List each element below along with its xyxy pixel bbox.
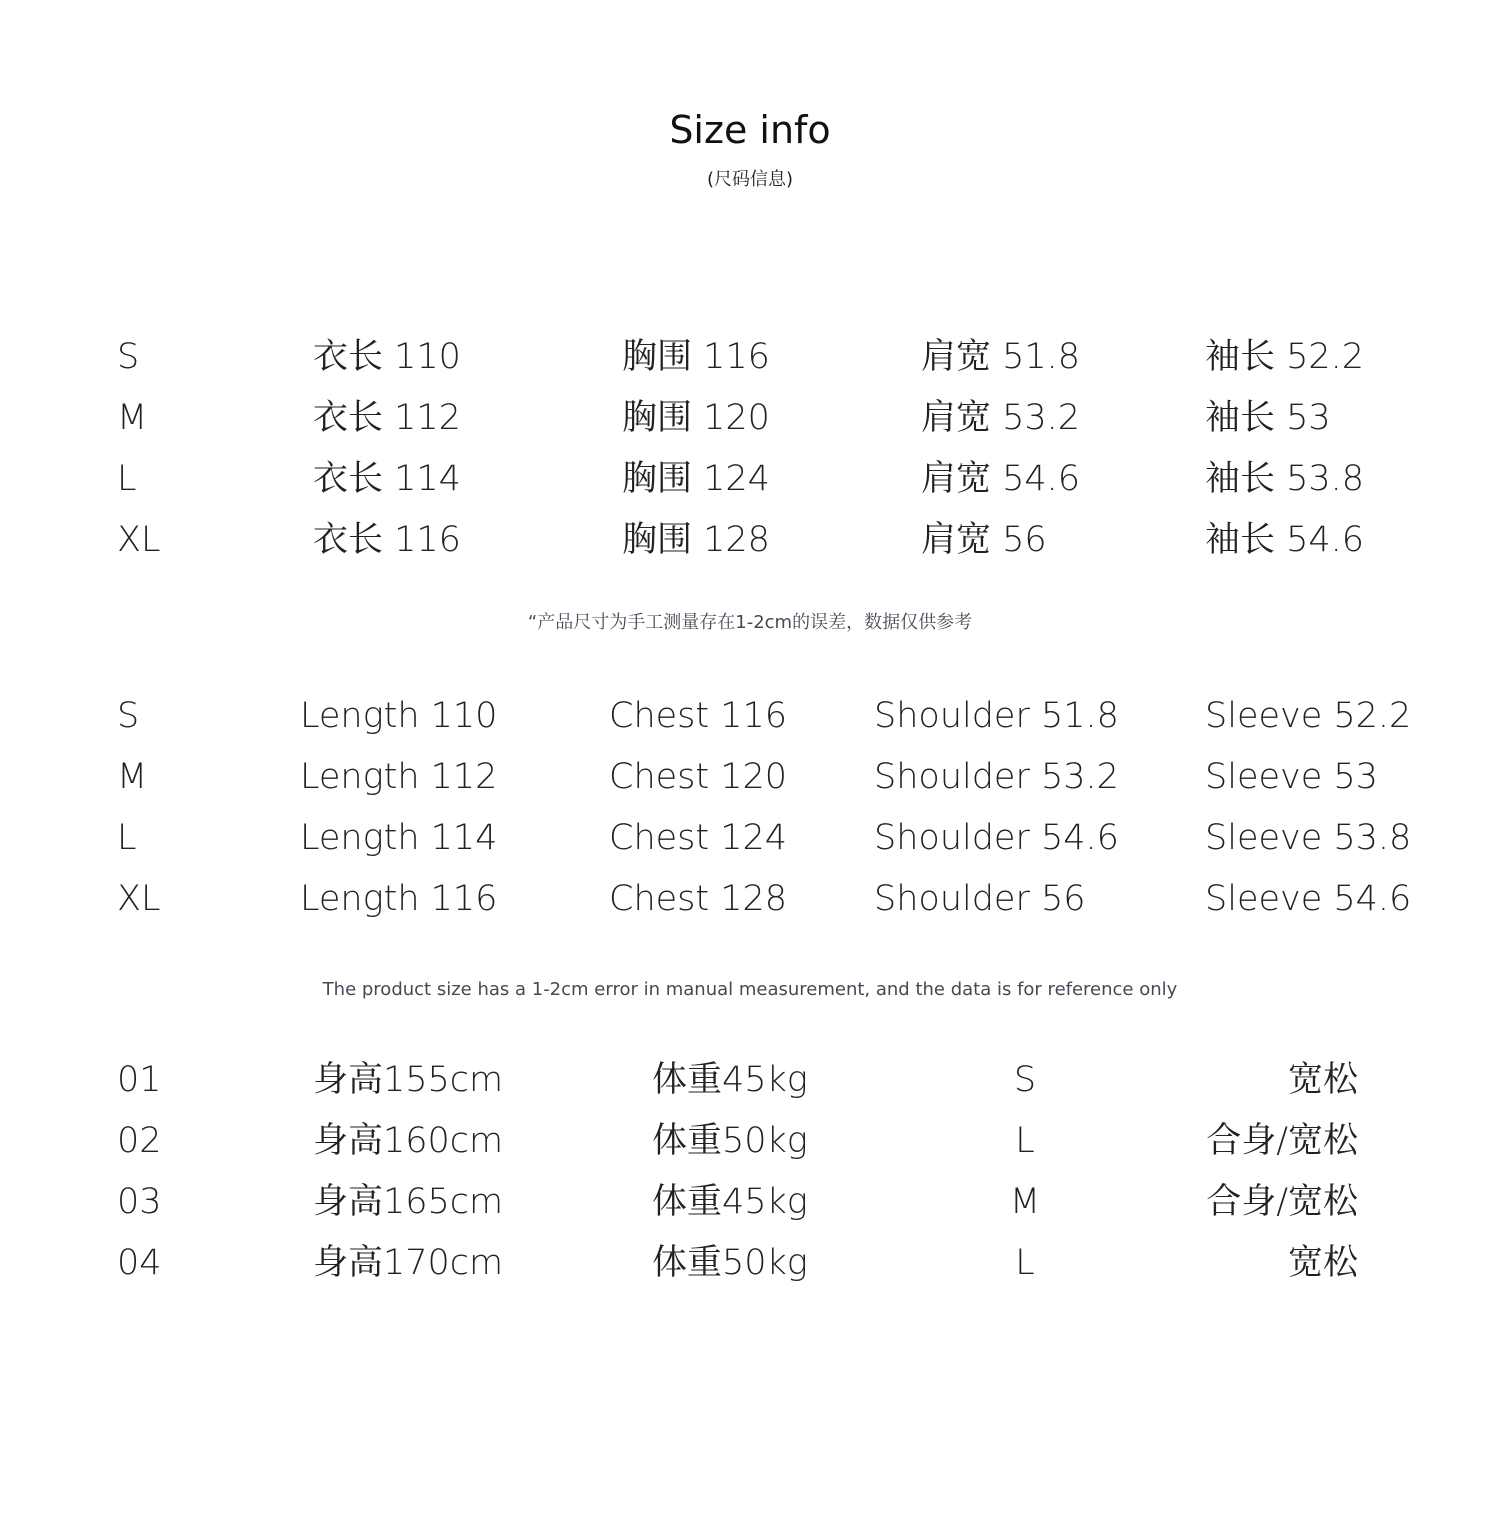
page-title: Size info	[669, 108, 831, 152]
weight-cell: 体重45kg	[652, 1182, 808, 1222]
table-row	[0, 690, 1500, 742]
table-row	[0, 1054, 1500, 1106]
length-cell: Length 116	[300, 879, 498, 919]
size-cell: M	[1009, 1182, 1041, 1222]
table-row	[0, 751, 1500, 803]
sleeve-cell: 袖长 53.8	[1205, 459, 1365, 499]
table-row	[0, 514, 1500, 566]
size-label: XL	[117, 520, 161, 560]
table-row	[0, 392, 1500, 444]
size-label: M	[117, 757, 148, 797]
chest-cell: 胸围 124	[622, 459, 770, 499]
table-row	[0, 812, 1500, 864]
table-row	[0, 453, 1500, 505]
length-cell: 衣长 116	[313, 520, 461, 560]
model-id: 03	[117, 1182, 162, 1222]
model-id: 04	[117, 1243, 162, 1283]
height-cell: 身高155cm	[313, 1060, 504, 1100]
table-row	[0, 873, 1500, 925]
sleeve-cell: 袖长 53	[1205, 398, 1331, 438]
chest-cell: 胸围 128	[622, 520, 770, 560]
shoulder-cell: Shoulder 56	[874, 879, 1086, 919]
size-label: XL	[117, 879, 161, 919]
sleeve-cell: Sleeve 53.8	[1205, 818, 1412, 858]
fit-cell: 合身/宽松	[1206, 1121, 1358, 1161]
weight-cell: 体重45kg	[652, 1060, 808, 1100]
sleeve-cell: Sleeve 54.6	[1205, 879, 1412, 919]
length-cell: Length 114	[300, 818, 498, 858]
sleeve-cell: Sleeve 52.2	[1205, 696, 1412, 736]
table-row	[0, 1115, 1500, 1167]
table-row	[0, 1237, 1500, 1289]
page-subtitle: (尺码信息)	[706, 169, 794, 190]
length-cell: 衣长 114	[313, 459, 461, 499]
chest-cell: 胸围 120	[622, 398, 770, 438]
size-cell: L	[1015, 1243, 1035, 1283]
sleeve-cell: 袖长 54.6	[1205, 520, 1365, 560]
fit-cell: 宽松	[1287, 1243, 1358, 1283]
table-row	[0, 331, 1500, 383]
fit-cell: 合身/宽松	[1206, 1182, 1358, 1222]
sleeve-cell: 袖长 52.2	[1205, 337, 1365, 377]
height-cell: 身高170cm	[313, 1243, 504, 1283]
height-cell: 身高160cm	[313, 1121, 504, 1161]
weight-cell: 体重50kg	[652, 1243, 808, 1283]
en-measurement-note: The product size has a 1-2cm error in manual measurement, and the data is for reference only	[322, 979, 1178, 1000]
cn-measurement-note: “产品尺寸为手工测量存在1-2cm的误差，数据仅供参考	[527, 612, 973, 633]
fit-cell: 宽松	[1287, 1060, 1358, 1100]
size-cell: S	[1013, 1060, 1037, 1100]
shoulder-cell: 肩宽 56	[921, 520, 1047, 560]
shoulder-cell: Shoulder 53.2	[874, 757, 1119, 797]
table-row	[0, 1176, 1500, 1228]
size-label: L	[117, 818, 137, 858]
shoulder-cell: 肩宽 53.2	[921, 398, 1081, 438]
size-label: S	[117, 337, 140, 377]
chest-cell: Chest 124	[609, 818, 788, 858]
chest-cell: 胸围 116	[622, 337, 770, 377]
shoulder-cell: 肩宽 51.8	[921, 337, 1081, 377]
weight-cell: 体重50kg	[652, 1121, 808, 1161]
height-cell: 身高165cm	[313, 1182, 504, 1222]
length-cell: 衣长 110	[313, 337, 461, 377]
model-id: 01	[117, 1060, 162, 1100]
length-cell: Length 110	[300, 696, 498, 736]
size-label: S	[117, 696, 140, 736]
length-cell: Length 112	[300, 757, 498, 797]
length-cell: 衣长 112	[313, 398, 461, 438]
size-label: M	[117, 398, 148, 438]
shoulder-cell: 肩宽 54.6	[921, 459, 1081, 499]
model-id: 02	[117, 1121, 162, 1161]
shoulder-cell: Shoulder 51.8	[874, 696, 1119, 736]
chest-cell: Chest 116	[609, 696, 788, 736]
chest-cell: Chest 128	[609, 879, 788, 919]
chest-cell: Chest 120	[609, 757, 788, 797]
size-cell: L	[1015, 1121, 1035, 1161]
shoulder-cell: Shoulder 54.6	[874, 818, 1119, 858]
sleeve-cell: Sleeve 53	[1205, 757, 1378, 797]
size-label: L	[117, 459, 137, 499]
